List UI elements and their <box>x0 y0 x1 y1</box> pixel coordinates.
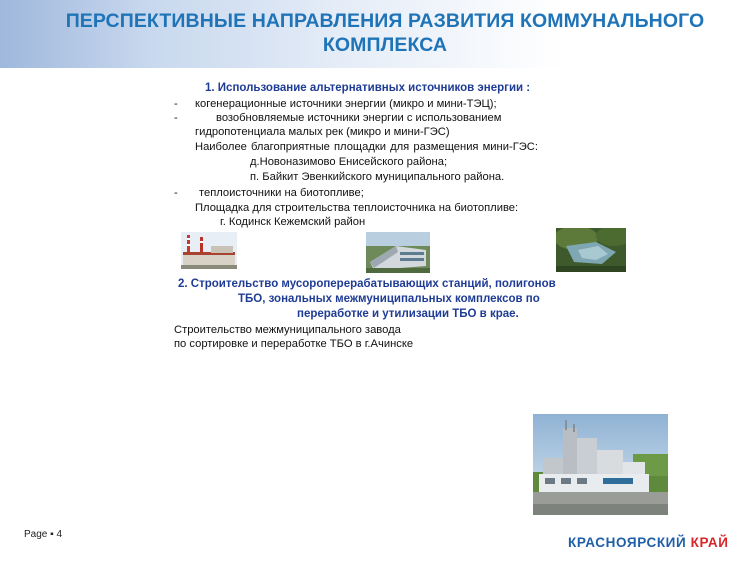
header-band <box>0 0 750 68</box>
sites-intro: Наиболее благоприятные площадки для размещения мини-ГЭС: <box>195 141 538 153</box>
power-plant-photo <box>181 232 237 269</box>
page-number: Page ▪ 4 <box>24 529 63 540</box>
section2-text-line2: по сортировке и переработке ТБО в г.Ачинске <box>174 338 414 350</box>
biofuel-intro: Площадка для строительства теплоисточника на биотопливе: <box>195 202 519 214</box>
section2-heading-line2: ТБО, зональных межмуниципальных комплексов по <box>238 293 540 305</box>
item-renewable-line2: гидропотенциала малых рек (микро и мини-ГЭС) <box>195 126 450 138</box>
brand-part-2: КРАЙ <box>690 535 729 550</box>
item-cogeneration: когенерационные источники энергии (микро и мини-ТЭЦ); <box>195 98 497 110</box>
bullet-dash-1: - <box>174 98 178 110</box>
section2-text-line1: Строительство межмуниципального завода <box>174 324 401 336</box>
item-biofuel: теплоисточники на биотопливе; <box>199 187 364 199</box>
biofuel-site: г. Кодинск Кежемский район <box>220 216 366 228</box>
section2-heading-line1: 2. Строительство мусороперерабатывающих станций, полигонов <box>178 278 556 290</box>
hydro-station-photo <box>366 232 430 273</box>
brand-part-1: КРАСНОЯРСКИЙ <box>568 535 687 550</box>
page-title <box>20 9 750 57</box>
section1-heading: 1. Использование альтернативных источников энергии : <box>205 82 531 94</box>
section2-heading-line3: переработке и утилизации ТБО в крае. <box>297 308 519 320</box>
brand-logo-text <box>568 535 729 550</box>
site-baykit: п. Байкит Эвенкийского муниципального района. <box>250 171 505 183</box>
site-novonazimovo: д.Новоназимово Енисейского района; <box>250 156 448 168</box>
title-line-2: КОМПЛЕКСА <box>322 34 448 56</box>
bullet-dash-3: - <box>174 187 178 199</box>
river-photo <box>556 228 626 272</box>
item-renewable-line1: возобновляемые источники энергии с использованием <box>216 112 502 124</box>
title-line-1: ПЕРСПЕКТИВНЫЕ НАПРАВЛЕНИЯ РАЗВИТИЯ КОММУНАЛЬНОГО <box>65 10 705 32</box>
bullet-dash-2: - <box>174 112 178 124</box>
waste-plant-photo <box>533 414 668 515</box>
